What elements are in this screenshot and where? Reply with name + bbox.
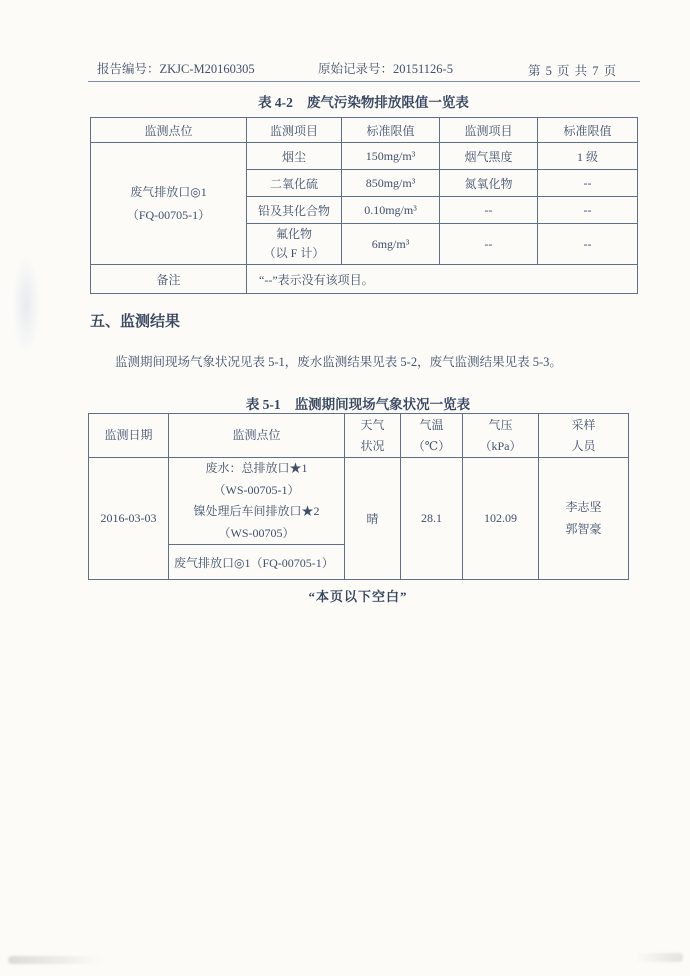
note-text-cell: “--”表示没有该项目。 (247, 265, 638, 294)
site-line: （WS-00705） (218, 525, 295, 540)
limit-cell: -- (538, 197, 638, 224)
col-header-site: 监测点位 (169, 414, 345, 458)
date-cell: 2016-03-03 (89, 458, 169, 580)
item-cell: -- (440, 197, 538, 224)
item-line-1: 氟化物 (275, 227, 312, 242)
scan-smudge (12, 255, 40, 355)
col-header-weather (345, 414, 401, 458)
scan-smudge (635, 953, 683, 962)
section-paragraph: 监测期间现场气象状况见表 5-1，废水监测结果见表 5-2，废气监测结果见表 5-3。 (115, 355, 562, 369)
sampler-name: 郭智豪 (565, 521, 602, 536)
report-number-label: 报告编号： (97, 62, 160, 76)
blank-below-note: “本页以下空白” (308, 589, 408, 604)
table-4-2-emission-limits (90, 117, 638, 294)
pressure-cell: 102.09 (463, 458, 539, 580)
item-cell: 铅及其化合物 (247, 197, 342, 224)
col-header-item-1: 监测项目 (247, 118, 342, 143)
col-header-temperature (401, 414, 463, 458)
table-row (89, 458, 629, 545)
header-line: （℃） (412, 438, 451, 453)
site-line: （WS-00705-1） (213, 482, 300, 497)
col-header-limit-1: 标准限值 (342, 118, 440, 143)
col-header-limit-2: 标准限值 (538, 118, 638, 143)
header-divider (88, 81, 640, 82)
table-4-2-title (90, 91, 637, 111)
col-header-pressure (463, 414, 539, 458)
limit-cell: 150mg/m³ (342, 143, 440, 170)
limit-cell: 0.10mg/m³ (342, 197, 440, 224)
limit-cell: -- (538, 170, 638, 197)
scan-smudge (8, 956, 103, 964)
item-cell: 烟气黑度 (440, 143, 538, 170)
col-header-sampler (539, 414, 629, 458)
item-cell: 二氧化硫 (247, 170, 342, 197)
item-cell (247, 224, 342, 265)
limit-cell: 1 级 (538, 143, 638, 170)
col-header-item-2: 监测项目 (440, 118, 538, 143)
limit-cell: -- (538, 224, 638, 265)
item-cell: 烟尘 (247, 143, 342, 170)
record-number-label: 原始记录号： (318, 62, 394, 76)
site-name: 废气排放口◎1 (130, 184, 207, 199)
item-cell: -- (440, 224, 538, 265)
section-heading: 五、监测结果 (90, 314, 181, 330)
limit-cell: 850mg/m³ (342, 170, 440, 197)
wastewater-sites-cell (169, 458, 345, 545)
page-indicator: 第 5 页 共 7 页 (528, 64, 618, 78)
note-label-cell: 备注 (91, 265, 247, 294)
weather-cell: 晴 (345, 458, 401, 580)
item-line-2: （以 F 计） (263, 246, 325, 260)
item-cell: 氮氧化物 (440, 170, 538, 197)
temperature-cell: 28.1 (401, 458, 463, 580)
header-line: （kPa） (479, 438, 522, 453)
site-code: （FQ-00705-1） (126, 207, 211, 222)
table-5-1-title (88, 393, 628, 413)
table-4-2-title-number: 表 4-2 (258, 95, 293, 110)
exhaust-gas-site-cell: 废气排放口◎1（FQ-00705-1） (169, 545, 345, 580)
header-line: 采样 (571, 418, 596, 433)
site-line: 废水：总排放口★1 (205, 461, 308, 475)
report-number (97, 59, 255, 77)
table-row (91, 118, 638, 143)
table-5-1-weather-conditions (88, 413, 629, 580)
header-line: 天气 (360, 418, 385, 433)
table-row (91, 265, 638, 294)
header-line: 气温 (419, 418, 444, 433)
limit-cell: 6mg/m³ (342, 224, 440, 265)
sampler-name: 李志坚 (565, 500, 602, 515)
table-5-1-title-text: 监测期间现场气象状况一览表 (294, 397, 471, 412)
col-header-site: 监测点位 (91, 118, 247, 143)
col-header-date: 监测日期 (89, 414, 169, 458)
table-4-2-title-text: 废气污染物排放限值一览表 (306, 95, 469, 110)
report-number-value: ZKJC-M20160305 (159, 62, 255, 76)
table-row (91, 143, 638, 170)
header-line: 状况 (360, 438, 385, 453)
header-line: 人员 (571, 438, 596, 453)
table-5-1-title-number: 表 5-1 (245, 397, 281, 412)
sampler-cell (539, 458, 629, 580)
monitoring-site-cell (91, 143, 247, 265)
table-row (89, 414, 629, 458)
record-number-value: 20151126-5 (393, 62, 453, 76)
site-line: 镍处理后车间排放口★2 (193, 504, 320, 519)
header-line: 气压 (488, 418, 513, 433)
record-number (318, 59, 453, 77)
